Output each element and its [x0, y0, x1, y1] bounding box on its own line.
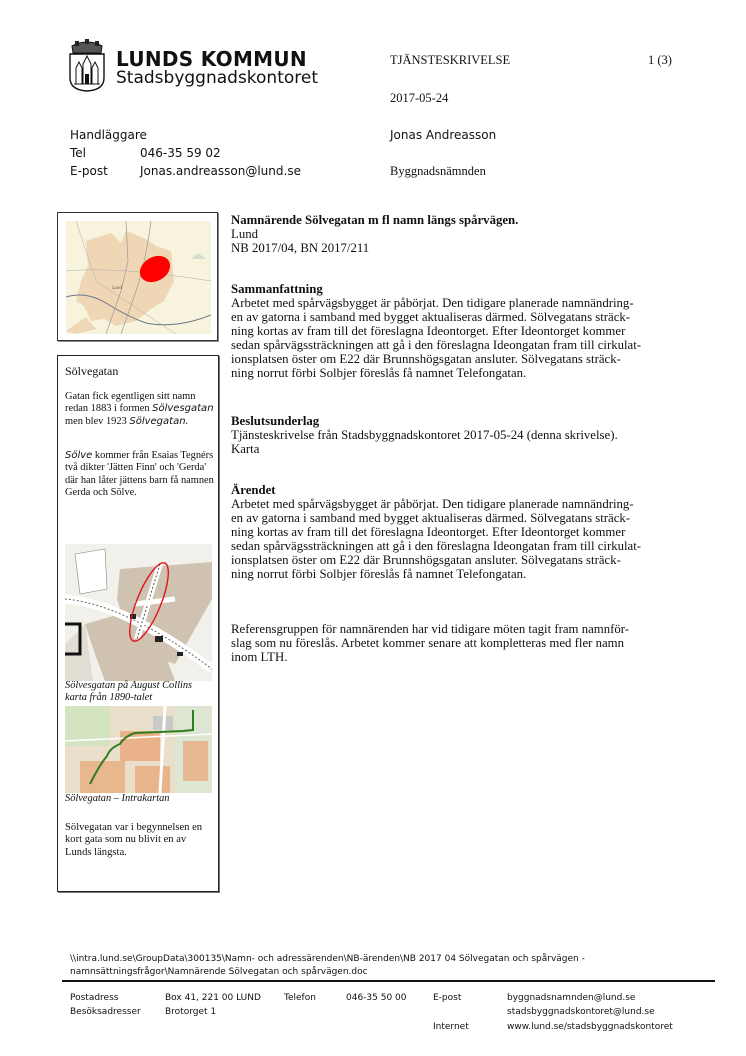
text-line: Referensgruppen för namnärenden har vid tidigare möten tagit fram namnför-: [231, 622, 630, 636]
visiting-address-value: Brotorget 1: [165, 1007, 217, 1017]
tel-label: Tel: [70, 146, 87, 160]
handlaggare-name: Jonas Andreasson: [390, 128, 497, 142]
overview-map-image: [66, 221, 211, 334]
handlaggare-label: Handläggare: [70, 128, 147, 142]
city-crest-icon: [68, 36, 106, 92]
page-number: 1 (3): [648, 53, 672, 67]
text-line: en av gatorna i samband med bygget aktualiseras därmed. Sölvegatans sträck-: [231, 309, 631, 324]
file-path: [70, 953, 690, 979]
overview-map-box: [57, 212, 218, 341]
sidebar-paragraph-history: [65, 391, 215, 428]
sidebar-title: Sölvegatan: [65, 364, 119, 378]
text-line: ning kortas av fram till det föreslagna Ideontorget. Efter Ideontorget kommer: [231, 323, 626, 338]
info-sidebar: [57, 355, 219, 892]
text-line: sedan spårvägssträckningen att gå i den föreslagna Ideongatan fram till cirkulat-: [231, 538, 642, 553]
file-path-line: \\intra.lund.se\GroupData\300135\Namn- och adressärenden\NB-ärenden\NB 2017 04 Sölvegatan och spårvägen -: [70, 954, 585, 964]
document-type: TJÄNSTESKRIVELSE: [390, 53, 511, 67]
postal-address-label: Postadress: [70, 993, 119, 1003]
text-span: men blev 1923: [65, 415, 130, 427]
footer-email-link[interactable]: byggnadsnamnden@lund.se: [507, 993, 636, 1003]
name-origin: Sölve: [65, 450, 93, 461]
decision-basis-heading: Beslutsunderlag: [231, 414, 320, 428]
file-path-line: namnsättningsfrågor\Namnärende Sölvegatan och spårvägen.doc: [70, 967, 368, 977]
postal-address-value: Box 41, 221 00 LUND: [165, 993, 261, 1003]
org-name: LUNDS KOMMUN: [116, 47, 307, 71]
old-name: Sölvesgatan: [152, 403, 214, 415]
matter-heading: Ärendet: [231, 483, 276, 497]
summary-paragraph: [231, 297, 701, 380]
text-line: slag som nu föreslås. Arbetet kommer senare att kompletteras med fler namn: [231, 635, 625, 650]
text-span: Gatan fick egentligen sitt namn redan 1883 i formen: [65, 391, 196, 415]
email-label: E-post: [70, 164, 108, 178]
text-line: ionsplatsen öster om E22 där Brunnshögsgatan ansluter. Sölvegatans sträck-: [231, 552, 621, 567]
intranet-map-image: [65, 706, 212, 793]
case-reference: NB 2017/04, BN 2017/211: [231, 241, 370, 255]
text-line: Karta: [231, 441, 260, 456]
text-line: Arbetet med spårvägsbygget är påbörjat. Den tidigare planerade namnändring-: [231, 497, 634, 511]
reference-group-paragraph: [231, 623, 701, 665]
matter-paragraph: [231, 498, 701, 581]
text-span: kommer från Esaias Tegnérs två dikter 'Jätten Finn' och 'Gerda' där han låter jättens barn få namnen Gerda och Sölve.: [65, 450, 214, 498]
text-line: ning norrut förbi Solbjer föreslås få namnet Telefongatan.: [231, 365, 527, 380]
case-place: Lund: [231, 227, 259, 241]
text-line: ionsplatsen öster om E22 där Brunnshögsgatan ansluter. Sölvegatans sträck-: [231, 351, 621, 366]
org-department: Stadsbyggnadskontoret: [116, 68, 319, 88]
sidebar-paragraph-origin: [65, 450, 215, 499]
document-date: 2017-05-24: [390, 91, 449, 105]
historic-map-image: [65, 544, 212, 681]
visiting-address-label: Besöksadresser: [70, 1007, 141, 1017]
new-name: Sölvegatan.: [129, 415, 189, 427]
footer-divider: [62, 980, 715, 982]
text-line: Arbetet med spårvägsbygget är påbörjat. Den tidigare planerade namnändring-: [231, 296, 634, 310]
footer-email-label: E-post: [433, 993, 462, 1003]
summary-heading: Sammanfattning: [231, 282, 323, 296]
case-title: Namnärende Sölvegatan m fl namn längs spårvägen.: [231, 213, 519, 227]
recipient: Byggnadsnämnden: [390, 164, 486, 178]
phone-value: 046-35 50 00: [346, 993, 407, 1003]
tel-value: 046-35 59 02: [140, 146, 221, 160]
text-line: en av gatorna i samband med bygget aktualiseras därmed. Sölvegatans sträck-: [231, 510, 631, 525]
text-line: sedan spårvägssträckningen att gå i den föreslagna Ideongatan fram till cirkulat-: [231, 337, 642, 352]
website-link[interactable]: www.lund.se/stadsbyggnadskontoret: [507, 1022, 673, 1032]
phone-label: Telefon: [284, 993, 316, 1003]
historic-map-caption: Sölvesgatan på August Collins karta från 1890-talet: [65, 680, 193, 704]
footer-email-link[interactable]: stadsbyggnadskontoret@lund.se: [507, 1007, 655, 1017]
text-line: Tjänsteskrivelse från Stadsbyggnadskontoret 2017-05-24 (denna skrivelse).: [231, 428, 618, 442]
website-label: Internet: [433, 1022, 469, 1032]
text-line: ning norrut förbi Solbjer föreslås få namnet Telefongatan.: [231, 566, 527, 581]
decision-basis-paragraph: [231, 429, 701, 457]
text-line: ning kortas av fram till det föreslagna Ideontorget. Efter Ideontorget kommer: [231, 524, 626, 539]
sidebar-paragraph-length: Sölvegatan var i begynnelsen en kort gata som nu blivit en av Lunds längsta.: [65, 822, 203, 858]
email-value[interactable]: Jonas.andreasson@lund.se: [140, 164, 301, 178]
intranet-map-caption: Sölvegatan – Intrakartan: [65, 793, 170, 804]
svg-text:Lund: Lund: [112, 285, 122, 290]
text-line: inom LTH.: [231, 649, 288, 664]
